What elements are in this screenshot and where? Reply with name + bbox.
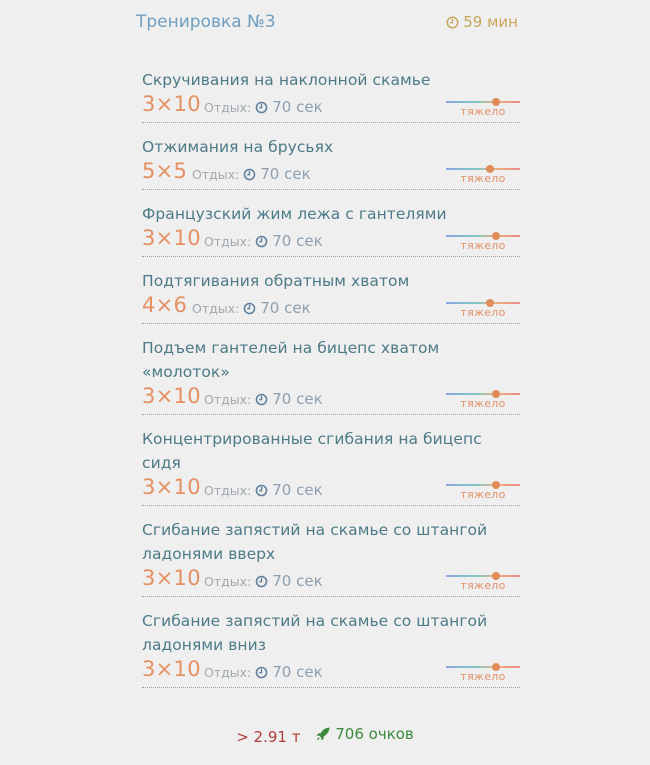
exercise-details: [142, 159, 520, 189]
rest-info: [204, 663, 323, 681]
exercise-name: Отжимания на брусьях: [142, 138, 334, 156]
rest-label: Отдых:: [192, 166, 240, 182]
rest-info: [192, 165, 311, 183]
exercise-details: [142, 92, 520, 122]
rest-label: Отдых:: [204, 573, 252, 589]
exercise-item[interactable]: [142, 133, 520, 190]
intensity-level: тяжело: [460, 579, 506, 592]
intensity-track: [446, 666, 520, 668]
intensity-slider[interactable]: [446, 386, 520, 410]
clock-icon: [243, 168, 256, 181]
intensity-track: [446, 235, 520, 237]
rest-label: Отдых:: [204, 391, 252, 407]
intensity-slider[interactable]: [446, 161, 520, 185]
rest-label: Отдых:: [204, 482, 252, 498]
exercise-name: Подъем гантелей на бицепс хватом «молоток»: [142, 339, 440, 381]
sets-reps: 3×10: [142, 475, 201, 499]
rest-value: 70 сек: [260, 299, 311, 317]
intensity-slider[interactable]: [446, 568, 520, 592]
sets-reps: 3×10: [142, 566, 201, 590]
intensity-level: тяжело: [460, 670, 506, 683]
clock-icon: [255, 393, 268, 406]
exercise-item[interactable]: [142, 66, 520, 123]
exercise-item[interactable]: [142, 334, 520, 415]
points-summary: [315, 725, 414, 743]
exercise-item[interactable]: [142, 425, 520, 506]
exercise-details: [142, 566, 520, 596]
exercise-item[interactable]: [142, 607, 520, 688]
clock-icon: [243, 302, 256, 315]
workout-header: [136, 10, 518, 36]
sets-reps: 3×10: [142, 92, 201, 116]
intensity-track: [446, 575, 520, 577]
clock-icon: [446, 16, 459, 29]
clock-icon: [255, 235, 268, 248]
exercise-name: Подтягивания обратным хватом: [142, 272, 410, 290]
workout-title: Тренировка №3: [136, 12, 276, 32]
rest-info: [204, 572, 323, 590]
duration-value: 59 мин: [463, 13, 518, 31]
exercise-list: [142, 66, 520, 688]
exercise-item[interactable]: [142, 516, 520, 597]
rest-value: 70 сек: [272, 232, 323, 250]
exercise-details: [142, 657, 520, 687]
rest-value: 70 сек: [260, 165, 311, 183]
rest-info: [204, 390, 323, 408]
exercise-name: Французский жим лежа с гантелями: [142, 205, 447, 223]
sets-reps: 3×10: [142, 384, 201, 408]
intensity-level: тяжело: [460, 105, 506, 118]
exercise-name: Сгибание запястий на скамье со штангой ладонями вниз: [142, 612, 488, 654]
intensity-level: тяжело: [460, 172, 506, 185]
exercise-details: [142, 226, 520, 256]
points-value: 706 очков: [335, 725, 414, 743]
rest-value: 70 сек: [272, 98, 323, 116]
intensity-track: [446, 168, 520, 170]
rest-info: [204, 232, 323, 250]
intensity-slider[interactable]: [446, 295, 520, 319]
exercise-item[interactable]: [142, 267, 520, 324]
exercise-name: Скручивания на наклонной скамье: [142, 71, 431, 89]
rest-label: Отдых:: [204, 99, 252, 115]
rest-info: [204, 481, 323, 499]
exercise-details: [142, 293, 520, 323]
intensity-track: [446, 484, 520, 486]
intensity-level: тяжело: [460, 488, 506, 501]
exercise-item[interactable]: [142, 200, 520, 257]
intensity-level: тяжело: [460, 397, 506, 410]
intensity-slider[interactable]: [446, 228, 520, 252]
intensity-slider[interactable]: [446, 477, 520, 501]
clock-icon: [255, 575, 268, 588]
exercise-name: Концентрированные сгибания на бицепс сидя: [142, 430, 482, 472]
rest-value: 70 сек: [272, 390, 323, 408]
clock-icon: [255, 101, 268, 114]
rest-label: Отдых:: [204, 233, 252, 249]
exercise-details: [142, 475, 520, 505]
intensity-track: [446, 393, 520, 395]
rest-info: [192, 299, 311, 317]
rest-label: Отдых:: [204, 664, 252, 680]
rest-label: Отдых:: [192, 300, 240, 316]
intensity-track: [446, 101, 520, 103]
workout-summary: [0, 725, 650, 746]
workout-duration: [446, 13, 518, 31]
rest-value: 70 сек: [272, 663, 323, 681]
rest-value: 70 сек: [272, 572, 323, 590]
exercise-details: [142, 384, 520, 414]
clock-icon: [255, 484, 268, 497]
sets-reps: 3×10: [142, 226, 201, 250]
intensity-track: [446, 302, 520, 304]
intensity-level: тяжело: [460, 306, 506, 319]
intensity-slider[interactable]: [446, 659, 520, 683]
sets-reps: 5×5: [142, 159, 188, 183]
rest-info: [204, 98, 323, 116]
exercise-name: Сгибание запястий на скамье со штангой ладонями вверх: [142, 521, 488, 563]
intensity-slider[interactable]: [446, 94, 520, 118]
sets-reps: 3×10: [142, 657, 201, 681]
sets-reps: 4×6: [142, 293, 188, 317]
rest-value: 70 сек: [272, 481, 323, 499]
intensity-level: тяжело: [460, 239, 506, 252]
total-weight: > 2.91 т: [236, 728, 301, 746]
rocket-icon: [315, 726, 331, 742]
clock-icon: [255, 666, 268, 679]
